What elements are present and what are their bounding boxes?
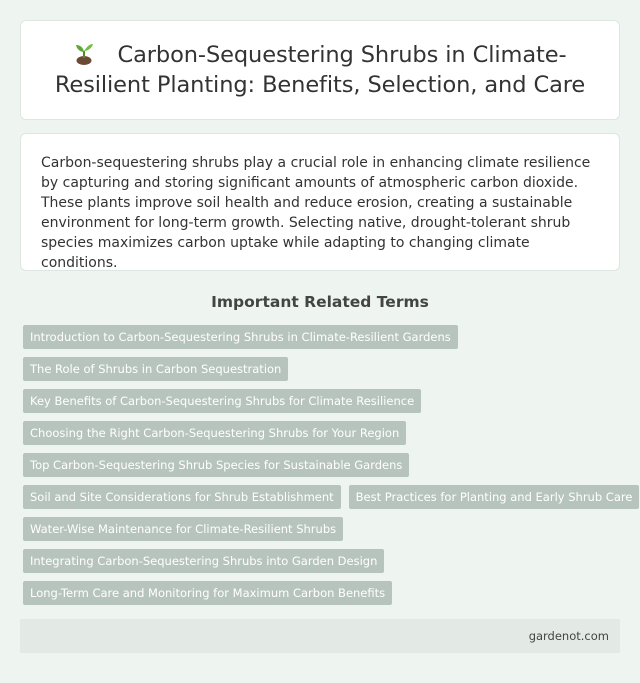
- intro-card: [20, 133, 620, 271]
- tag-row: [23, 517, 620, 541]
- tag-row: [23, 421, 620, 445]
- tag-row: [23, 485, 633, 509]
- related-term-tag[interactable]: Water-Wise Maintenance for Climate-Resilient Shrubs: [23, 517, 343, 541]
- related-term-tag[interactable]: The Role of Shrubs in Carbon Sequestration: [23, 357, 288, 381]
- related-term-tag[interactable]: Introduction to Carbon-Sequestering Shrubs in Climate-Resilient Gardens: [23, 325, 458, 349]
- title-line-2: Resilient Planting: Benefits, Selection, and Care: [54, 72, 586, 98]
- title-card: [20, 20, 620, 120]
- tag-row: [23, 581, 620, 605]
- title-line-1: Carbon-Sequestering Shrubs in Climate-: [117, 42, 567, 68]
- related-term-tag[interactable]: Top Carbon-Sequestering Shrub Species for Sustainable Gardens: [23, 453, 409, 477]
- related-term-tag[interactable]: Long-Term Care and Monitoring for Maximum Carbon Benefits: [23, 581, 392, 605]
- tag-row: [23, 325, 620, 349]
- footer: [20, 619, 620, 653]
- related-term-tag[interactable]: Best Practices for Planting and Early Shrub Care: [349, 485, 640, 509]
- sprout-icon: [73, 41, 95, 65]
- tag-row: [23, 453, 620, 477]
- related-terms-list: [20, 325, 633, 605]
- tag-row: [23, 357, 620, 381]
- tag-row: [23, 389, 620, 413]
- tag-row: [23, 549, 620, 573]
- related-term-tag[interactable]: Key Benefits of Carbon-Sequestering Shrubs for Climate Resilience: [23, 389, 421, 413]
- related-term-tag[interactable]: Integrating Carbon-Sequestering Shrubs into Garden Design: [23, 549, 384, 573]
- related-terms-heading: Important Related Terms: [211, 293, 429, 311]
- intro-paragraph: Carbon-sequestering shrubs play a crucial role in enhancing climate resilience by capturing and storing significant amounts of atmospheric carbon dioxide. These plants improve soil health and reduce erosion, creating a sustainable environment for long-term growth. Selecting native, drought-tolerant shrub species maximizes carbon uptake while adapting to changing climate conditions.: [41, 155, 591, 271]
- related-term-tag[interactable]: Choosing the Right Carbon-Sequestering Shrubs for Your Region: [23, 421, 406, 445]
- related-term-tag[interactable]: Soil and Site Considerations for Shrub Establishment: [23, 485, 341, 509]
- page-title: [55, 40, 585, 100]
- footer-site-name: gardenot.com: [528, 629, 609, 643]
